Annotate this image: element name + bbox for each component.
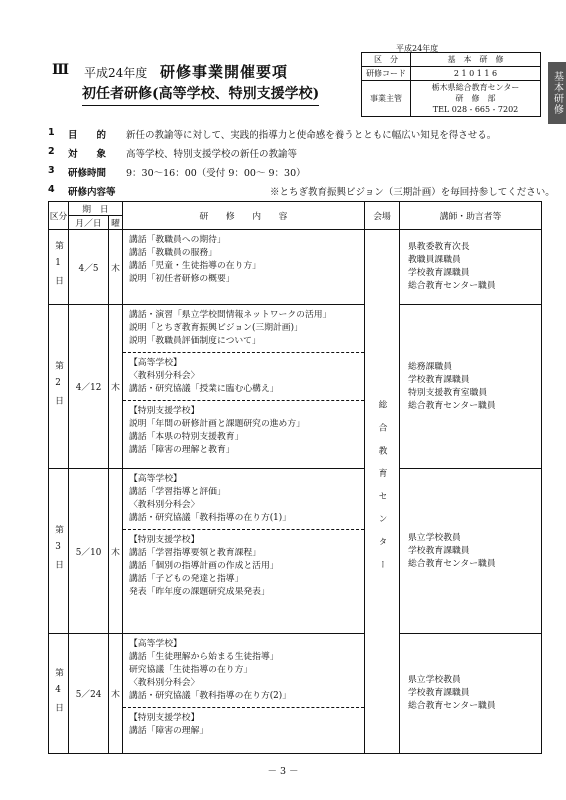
session-division-text: 第1日 [53, 241, 63, 293]
content-line: 【高等学校】 [129, 474, 182, 484]
header-date: 期 日 [69, 202, 123, 216]
lecturer-line: 学校教育課職員 [408, 545, 470, 556]
content-block [123, 230, 364, 290]
content-block [123, 469, 364, 529]
content-line: 講話「教職員の服務」 [129, 248, 217, 258]
session-weekday: 木 [109, 305, 123, 469]
content-line: 講話「障害の理解と教育」 [129, 445, 235, 455]
header-division: 区分 [49, 202, 69, 230]
schedule-row [49, 305, 542, 469]
content-block [123, 529, 364, 603]
page-subtitle: 初任者研修(高等学校、特別支援学校) [82, 83, 319, 106]
info-key: 区 分 [362, 53, 411, 66]
header-weekday: 曜 [109, 216, 123, 230]
header-lecturer: 講師・助言者等 [400, 202, 542, 230]
session-lecturers [400, 634, 542, 754]
session-weekday: 木 [109, 634, 123, 754]
info-row [362, 53, 540, 67]
outline-item [48, 165, 306, 179]
lecturer-line: 県立学校教員 [408, 675, 461, 685]
info-value: 基 本 研 修 [447, 55, 504, 64]
side-tab: 基本研修 [548, 62, 566, 124]
content-line: 【特別支援学校】 [129, 406, 200, 416]
session-content [123, 469, 365, 634]
content-block [123, 352, 364, 400]
session-division-text: 第3日 [53, 525, 63, 577]
outline-item [48, 146, 297, 160]
session-division [49, 634, 69, 754]
note: ※とちぎ教育振興ビジョン（三期計画）を毎回持参してください。 [270, 187, 555, 198]
content-line: 講話・研究協議「授業に臨む心構え」 [129, 384, 279, 394]
item-label: 目 的 [68, 130, 107, 141]
lecturer-line: 総合教育センター職員 [408, 558, 496, 569]
session-content [123, 634, 365, 754]
item-number: 3 [48, 165, 55, 176]
session-weekday: 木 [109, 469, 123, 634]
info-value: 2 1 0 1 1 6 [453, 69, 498, 78]
content-line: 発表「昨年度の課題研究成果発表」 [129, 587, 270, 597]
item-label: 研修時間 [68, 168, 107, 179]
item-label: 対 象 [68, 149, 107, 160]
content-line: 説明「年間の研修計画と課題研究の進め方」 [129, 419, 305, 429]
lecturer-line: 学校教育課職員 [408, 688, 470, 698]
content-line: 【高等学校】 [129, 639, 182, 649]
session-division [49, 469, 69, 634]
lecturer-line: 総務課職員 [408, 361, 452, 372]
item-text: 9：30～16：00（受付 9：00～ 9：30） [126, 168, 306, 179]
session-division [49, 305, 69, 469]
content-block [123, 634, 364, 707]
item-number: 4 [48, 184, 55, 195]
content-line: 【特別支援学校】 [129, 535, 200, 545]
item-text: 高等学校、特別支援学校の新任の教諭等 [126, 149, 298, 160]
info-value: 栃木県総合教育センター 研 修 部 TEL 028 - 665 - 7202 [431, 83, 520, 114]
schedule-row [49, 634, 542, 754]
venue-text: 総合教育センター [376, 400, 387, 583]
session-lecturers [400, 305, 542, 469]
session-date: 5／10 [69, 469, 109, 634]
schedule-row [49, 230, 542, 305]
content-line: 〈教科別分科会〉 [129, 371, 200, 381]
page-number: － 3 － [267, 766, 299, 777]
item-label: 研修内容等 [68, 187, 116, 198]
item-text: 新任の教諭等に対して、実践的指導力と使命感を養うとともに幅広い知見を得させる。 [126, 130, 497, 141]
content-line: 講話・研究協議「教科指導の在り方(2)」 [129, 691, 292, 701]
venue-cell [365, 230, 400, 754]
session-division [49, 230, 69, 305]
session-division-text: 第4日 [53, 667, 63, 720]
content-block [123, 305, 364, 352]
info-row [362, 81, 540, 116]
session-content [123, 230, 365, 305]
outline-item [48, 184, 126, 198]
content-line: 〈教科別分科会〉 [129, 678, 200, 688]
content-line: 説明「教職員評価制度について」 [129, 336, 261, 346]
lecturer-line: 学校教育課職員 [408, 374, 470, 385]
header-month-day: 月／日 [69, 216, 109, 230]
section-number: Ⅲ [52, 62, 70, 78]
lecturer-line: 総合教育センター職員 [408, 281, 496, 291]
header-venue: 会場 [365, 202, 400, 230]
session-lecturers [400, 230, 542, 305]
content-line: 講話「子どもの発達と指導」 [129, 574, 244, 584]
info-box [361, 52, 541, 117]
content-line: 講話「学習指導と評価」 [129, 487, 226, 497]
lecturer-line: 県教委教育次長 [408, 242, 470, 252]
lecturer-line: 総合教育センター職員 [408, 701, 496, 711]
content-line: 【特別支援学校】 [129, 713, 200, 723]
session-date: 4／5 [69, 230, 109, 305]
content-line: 講話「本県の特別支援教育」 [129, 432, 244, 442]
lecturer-line: 県立学校教員 [408, 532, 461, 543]
content-line: 講話・演習「県立学校間情報ネットワークの活用」 [129, 310, 332, 320]
session-lecturers [400, 469, 542, 634]
content-block [123, 400, 364, 461]
lecturer-line: 教職員課職員 [408, 255, 461, 265]
content-line: 講話「生徒理解から始まる生徒指導」 [129, 652, 279, 662]
info-key: 事業主管 [362, 81, 411, 116]
content-line: 講話「個別の指導計画の作成と活用」 [129, 561, 279, 571]
session-division-text: 第2日 [53, 360, 63, 413]
item-number: 1 [48, 127, 55, 138]
lecturer-line: 総合教育センター職員 [408, 400, 496, 411]
content-line: 講話「障害の理解」 [129, 726, 209, 736]
info-key: 研修コード [362, 67, 411, 80]
content-line: 講話「学習指導要領と教育課程」 [129, 548, 261, 558]
info-box-year: 平成24年度 [396, 44, 439, 53]
outline-item [48, 127, 496, 141]
content-line: 〈教科別分科会〉 [129, 500, 200, 510]
header-year: 平成24年度 [84, 66, 148, 80]
content-line: 説明「とちぎ教育振興ビジョン(三期計画)」 [129, 323, 303, 333]
session-date: 4／12 [69, 305, 109, 469]
page-title: 研修事業開催要項 [160, 63, 289, 81]
content-line: 講話・研究協議「教科指導の在り方(1)」 [129, 513, 292, 523]
content-line: 説明「初任者研修の概要」 [129, 274, 235, 284]
schedule-table [48, 201, 542, 754]
session-content [123, 305, 365, 469]
content-block [123, 707, 364, 742]
content-line: 講話「教職員への期待」 [129, 235, 226, 245]
content-line: 研究協議「生徒指導の在り方」 [129, 665, 253, 675]
content-line: 【高等学校】 [129, 358, 182, 368]
session-date: 5／24 [69, 634, 109, 754]
content-line: 講話「児童・生徒指導の在り方」 [129, 261, 261, 271]
schedule-row [49, 469, 542, 634]
item-number: 2 [48, 146, 55, 157]
header-content: 研 修 内 容 [123, 202, 365, 230]
lecturer-line: 特別支援教育室職員 [408, 387, 488, 398]
lecturer-line: 学校教育課職員 [408, 268, 470, 278]
info-row [362, 67, 540, 81]
session-weekday: 木 [109, 230, 123, 305]
